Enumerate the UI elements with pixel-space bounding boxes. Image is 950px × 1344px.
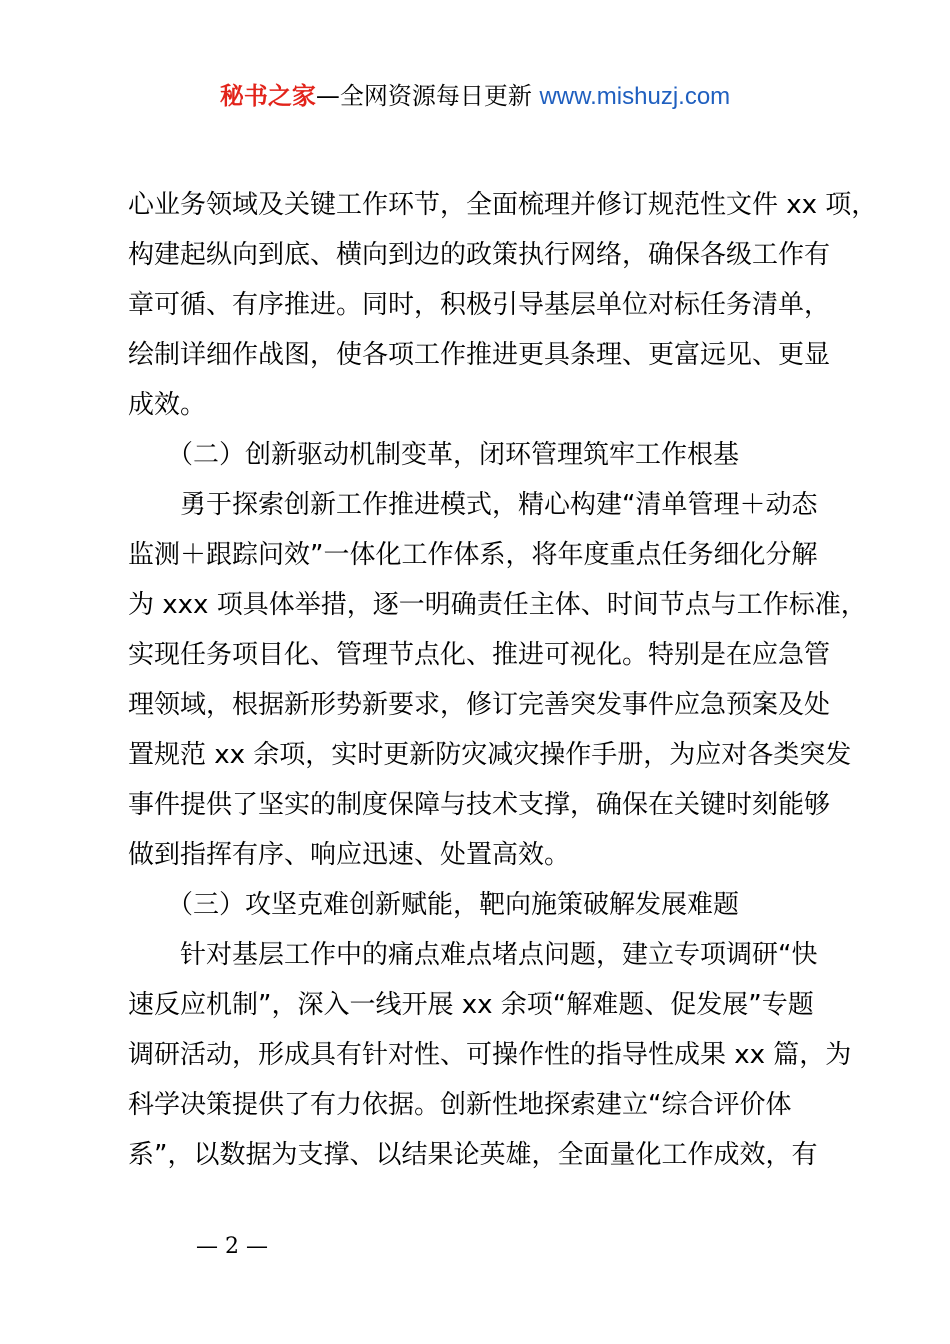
site-url[interactable]: www.mishuzj.com <box>539 83 731 110</box>
text-line: 科学决策提供了有力依据。创新性地探索建立“综合评价体 <box>128 1090 792 1120</box>
text-line: 事件提供了坚实的制度保障与技术支撑，确保在关键时刻能够 <box>128 790 831 820</box>
text-line: 速反应机制”，深入一线开展 xx 余项“解难题、促发展”专题 <box>128 990 814 1020</box>
text-line: 勇于探索创新工作推进模式，精心构建“清单管理＋动态 <box>128 490 818 520</box>
text-line: 置规范 xx 余项，实时更新防灾减灾操作手册，为应对各类突发 <box>128 740 852 770</box>
banner-tagline: —全网资源每日更新 <box>315 82 532 110</box>
text-line: 做到指挥有序、响应迅速、处置高效。 <box>128 840 571 870</box>
brand-name: 秘书之家 <box>219 82 316 110</box>
section-heading-2: （二）创新驱动机制变革，闭环管理筑牢工作根基 <box>128 440 740 470</box>
document-body <box>128 180 878 1180</box>
text-line: 实现任务项目化、管理节点化、推进可视化。特别是在应急管 <box>128 640 831 670</box>
text-line: 系”，以数据为支撑、以结果论英雄，全面量化工作成效，有 <box>128 1140 818 1170</box>
text-line: 针对基层工作中的痛点难点堵点问题，建立专项调研“快 <box>128 940 818 970</box>
text-line: 心业务领域及关键工作环节，全面梳理并修订规范性文件 xx 项， <box>128 190 878 220</box>
text-line: 为 xxx 项具体举措，逐一明确责任主体、时间节点与工作标准， <box>128 590 867 620</box>
site-banner <box>0 80 950 113</box>
page-number: — 2 — <box>196 1234 268 1259</box>
text-line: 构建起纵向到底、横向到边的政策执行网络，确保各级工作有 <box>128 240 831 270</box>
text-line: 监测＋跟踪问效”一体化工作体系，将年度重点任务细化分解 <box>128 540 818 570</box>
text-line: 调研活动，形成具有针对性、可操作性的指导性成果 xx 篇，为 <box>128 1040 852 1070</box>
text-line: 理领域，根据新形势新要求，修订完善突发事件应急预案及处 <box>128 690 831 720</box>
text-line: 章可循、有序推进。同时，积极引导基层单位对标任务清单， <box>128 290 831 320</box>
text-line: 绘制详细作战图，使各项工作推进更具条理、更富远见、更显 <box>128 340 831 370</box>
section-heading-3: （三）攻坚克难创新赋能，靶向施策破解发展难题 <box>128 890 740 920</box>
text-line: 成效。 <box>128 390 207 420</box>
